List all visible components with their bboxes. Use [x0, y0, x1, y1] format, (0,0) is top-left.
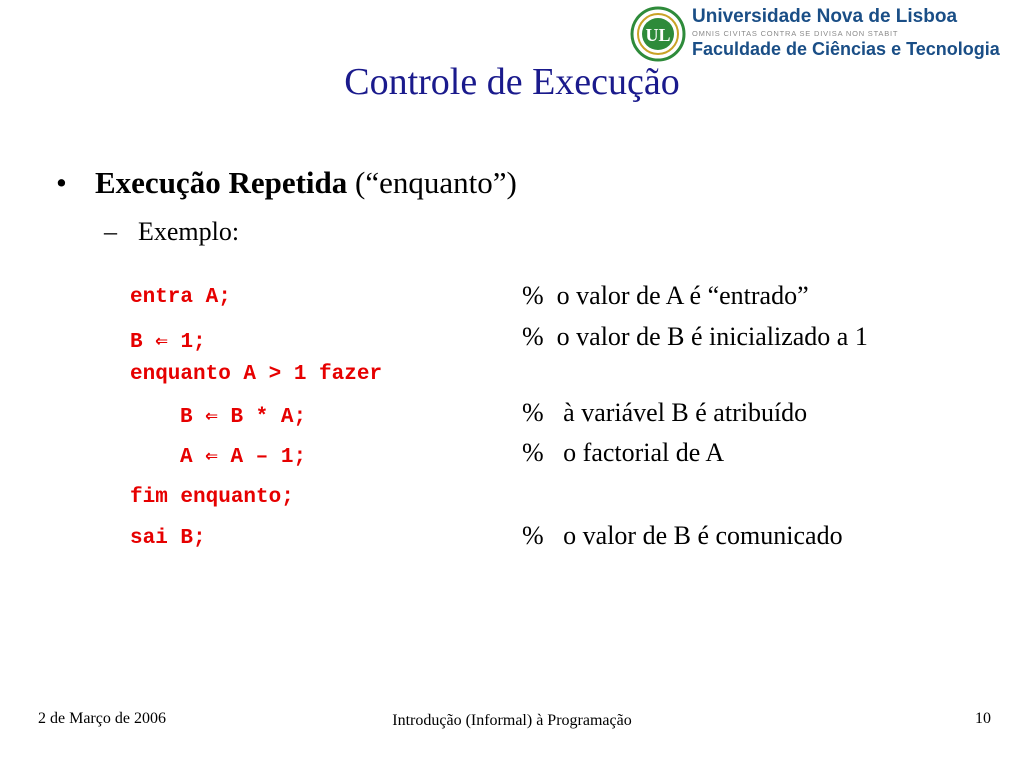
- code-line: fim enquanto;: [130, 486, 294, 509]
- code-comment: % à variável B é atribuído: [522, 398, 808, 427]
- code-line: sai B;: [130, 527, 206, 550]
- dash-icon: –: [104, 217, 117, 246]
- code-line: B ⇐ B * A;: [180, 406, 307, 429]
- university-seal-icon: [630, 6, 686, 62]
- logo-university-name: Universidade Nova de Lisboa: [692, 6, 958, 27]
- logo-faculty-name: Faculdade de Ciências e Tecnologia: [692, 39, 1000, 59]
- bullet-icon: •: [56, 165, 67, 200]
- code-line: enquanto A > 1 fazer: [130, 363, 383, 386]
- slide-title: Controle de Execução: [344, 61, 680, 103]
- code-line: A ⇐ A – 1;: [180, 446, 307, 469]
- code-comment: % o valor de B é comunicado: [522, 521, 843, 550]
- code-comment: % o valor de A é “entrado”: [522, 281, 809, 310]
- code-comment: % o factorial de A: [522, 438, 725, 467]
- code-line: entra A;: [130, 286, 231, 309]
- university-logo: [630, 2, 1020, 66]
- seal-text: UL: [645, 25, 671, 45]
- code-comment: % o valor de B é inicializado a 1: [522, 322, 868, 351]
- page-number: 10: [975, 710, 991, 727]
- code-line: B ⇐ 1;: [130, 331, 206, 354]
- bullet-rest-text: (“enquanto”): [347, 165, 517, 200]
- sub-bullet-text: Exemplo:: [138, 217, 240, 246]
- bullet-text: [95, 165, 517, 201]
- bullet-bold-text: Execução Repetida: [95, 165, 348, 200]
- logo-motto: OMNIS CIVITAS CONTRA SE DIVISA NON STABIT: [692, 29, 899, 38]
- footer-course-title: Introdução (Informal) à Programação: [392, 712, 632, 729]
- footer-date: 2 de Março de 2006: [38, 710, 166, 727]
